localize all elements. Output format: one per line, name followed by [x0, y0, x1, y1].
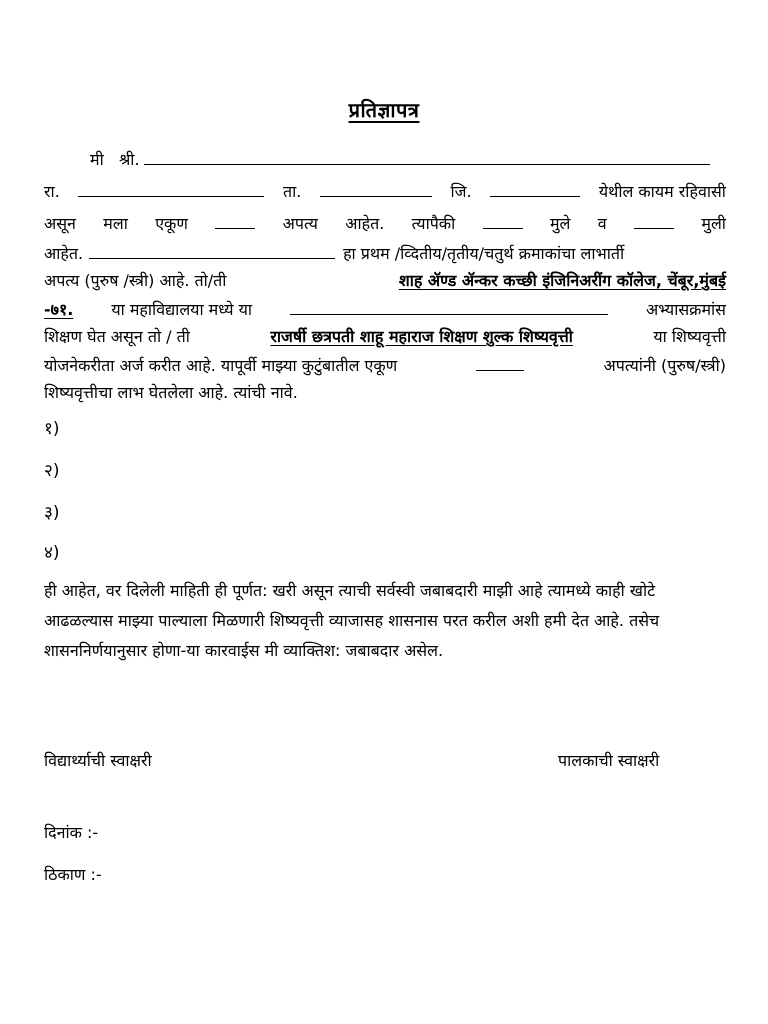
- list-item-4: ४): [44, 543, 60, 563]
- taluka-blank[interactable]: [320, 176, 432, 197]
- name-line: [44, 144, 726, 174]
- text-va: व: [597, 214, 607, 233]
- name-blank[interactable]: [144, 144, 710, 165]
- previous-count-blank[interactable]: [476, 350, 524, 371]
- village-blank[interactable]: [78, 176, 264, 197]
- list-item-2: २): [44, 461, 60, 481]
- names-line: [44, 378, 726, 408]
- course-text: अभ्यासक्रमांस: [646, 300, 726, 319]
- daughters-blank[interactable]: [634, 208, 674, 229]
- names-text: शिष्यवृत्तीचा लाभ घेतलेला आहे. त्यांची नावे.: [44, 383, 298, 402]
- order-text: हा प्रथम /व्दितीय/तृतीय/चतुर्थ क्रमाकांचा लाभार्ती: [343, 244, 625, 263]
- scholarship-name: राजर्षी छत्रपती शाहू महाराज शिक्षण शुल्क शिष्यवृत्ती: [270, 327, 573, 346]
- resident-text: येथील कायम रहिवासी: [598, 182, 726, 201]
- text-tyapaiki: त्यापैकी: [411, 214, 456, 233]
- college-line: [44, 266, 726, 296]
- scholarship-line: [44, 322, 726, 352]
- previous-line: [44, 350, 726, 380]
- text-ahet-2: आहेत.: [44, 244, 84, 263]
- text-apatya: अपत्य: [282, 214, 318, 233]
- total-children-blank[interactable]: [215, 208, 255, 229]
- taluka-label: ता.: [282, 182, 302, 201]
- beneficiary-name-blank[interactable]: [89, 238, 335, 259]
- text-mala: मला: [103, 214, 128, 233]
- declaration-text: ही आहेत, वर दिलेली माहिती ही पूर्णत: खरी असून त्याची सर्वस्वी जबाबदारी माझी आहे त्यामध्ये काही खोटे आढळल्यास माझ्या पाल्याला मिळणारी शिष्यवृत्ती व्याजासह शासनास परत करील अशी हमी देत आहे. तसेच शासननिर्णयानुसार होणा-या कारवाईस मी व्याक्तिश: जबाबदार असेल.: [44, 581, 660, 660]
- district-label: जि.: [450, 182, 472, 201]
- page-title: प्रतिज्ञापत्र: [348, 98, 420, 122]
- list-item-3: ३): [44, 503, 60, 523]
- course-line: [44, 294, 726, 324]
- text-mule: मुले: [549, 214, 571, 233]
- district-blank[interactable]: [490, 176, 580, 197]
- name-label: मी श्री.: [90, 150, 140, 169]
- text-ahet: आहेत.: [345, 214, 385, 233]
- pin-code: -७१.: [44, 300, 74, 319]
- text-asun: असून: [44, 214, 76, 233]
- previous-text: योजनेकरीता अर्ज करीत आहे. यापूर्वी माझ्या कुटुंबातील एकूण: [44, 356, 398, 375]
- address-line: [44, 176, 726, 206]
- place-label: ठिकाण :-: [44, 865, 102, 884]
- student-signature-label: विद्यार्थ्याची स्वाक्षरी: [44, 751, 152, 770]
- village-label: रा.: [44, 182, 60, 201]
- college-text: या महाविद्यालया मध्ये या: [111, 300, 253, 319]
- children-line: [44, 208, 726, 238]
- course-blank[interactable]: [290, 294, 608, 315]
- parent-signature-label: पालकाची स्वाक्षरी: [558, 751, 660, 770]
- sons-blank[interactable]: [483, 208, 523, 229]
- text-muli: मुली: [701, 214, 726, 233]
- date-label: दिनांक :-: [44, 823, 99, 842]
- list-item-1: १): [44, 419, 60, 439]
- text-ekun: एकूण: [155, 214, 188, 233]
- gender-text: अपत्य (पुरुष /स्त्री) आहे. तो/ती: [44, 271, 227, 290]
- previous-gender-text: अपत्यांनी (पुरुष/स्त्री): [603, 356, 726, 375]
- scholarship-text: या शिष्यवृत्ती: [653, 327, 726, 346]
- studying-text: शिक्षण घेत असून तो / ती: [44, 327, 190, 346]
- beneficiary-line: [44, 238, 726, 268]
- college-name: शाह ॲण्ड ॲन्कर कच्छी इंजिनिअरींग कॉलेज, चेंबूर,मुंबई: [398, 271, 726, 290]
